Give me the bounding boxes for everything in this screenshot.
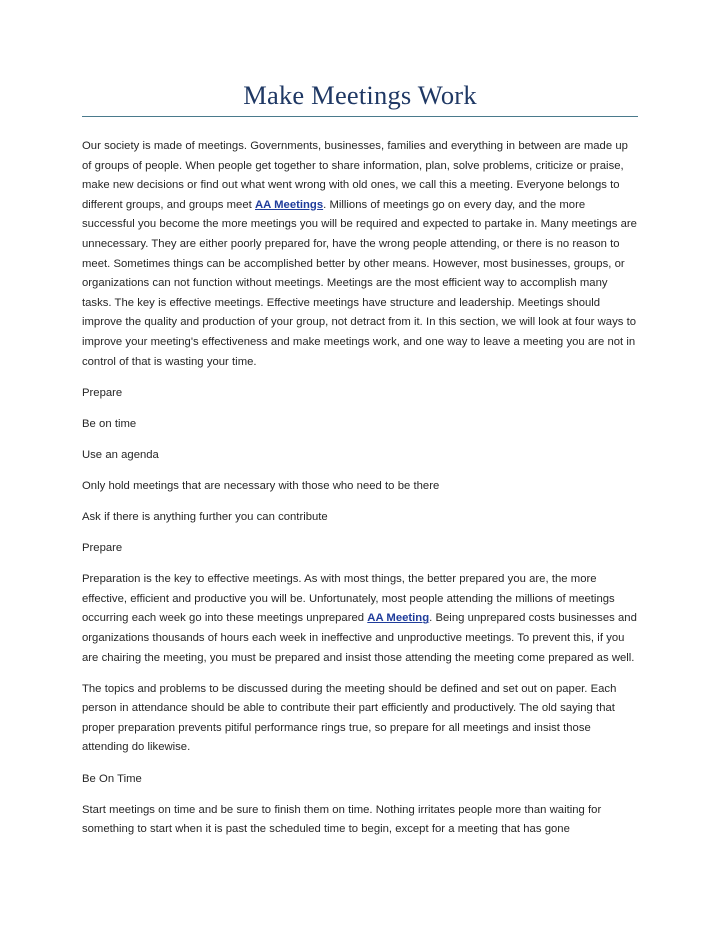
aa-meeting-link[interactable]: AA Meeting — [367, 612, 430, 625]
section-heading-be-on-time: Be On Time — [82, 772, 142, 785]
paragraph-preparation — [82, 570, 638, 668]
paragraph-be-on-time: Start meetings on time and be sure to finish them on time. Nothing irritates people more than waiting for something to start when it is past the scheduled time to begin, except for a meeting that has gone — [82, 803, 602, 836]
list-item: Be on time — [82, 417, 137, 430]
list-item: Ask if there is anything further you can contribute — [82, 511, 328, 523]
document-content — [82, 78, 638, 840]
list-item: Use an agenda — [82, 448, 159, 461]
prepare-text-after-link: . Being unprepared costs businesses and organizations thousands of hours each week in ineffective and unproductive meetings. To prevent this, if you are chairing the meeting, you must be prepared and insist those attending the meeting come prepared as well. — [82, 612, 637, 664]
paragraph-topics: The topics and problems to be discussed during the meeting should be defined and set out on paper. Each person in attendance should be able to contribute their part efficiently and productively. The old saying that proper preparation prevents pitiful performance rings true, so prepare for all meetings and insist those attending do likewise. — [82, 682, 617, 754]
title-divider — [82, 116, 638, 117]
list-item: Only hold meetings that are necessary with those who need to be there — [82, 479, 440, 492]
page-title: Make Meetings Work — [243, 80, 477, 110]
list-item: Prepare — [82, 386, 123, 399]
prepare-text-before-link: Preparation is the key to effective meetings. As with most things, the better prepared you are, the more effective, efficient and productive you will be. Unfortunately, most people attending the millions of meetings occurring each week go into these meetings unprepared — [82, 573, 615, 625]
intro-text-before-link: Our society is made of meetings. Governments, businesses, families and everything in between are made up of groups of people. When people get together to share information, plan, solve problems, criticize or praise, make new decisions or find out what went wrong with old ones, we call this a meeting. Everyone belongs to different groups, and groups meet — [82, 140, 628, 211]
intro-text-after-link: . Millions of meetings go on every day, and the more successful you become the more meetings you will be required and expected to partake in. Many meetings are unnecessary. They are either poorly prepared for, have the wrong people attending, or there is no reason to meet. Sometimes things can be accomplished better by other means. However, most businesses, groups, or organizations can not function without meetings. Meetings are the most efficient way to accomplish many tasks. The key is effective meetings. Effective meetings have structure and leadership. Meetings should improve the quality and production of your group, not detract from it. In this section, we will look at four ways to improve your meeting's effectiveness and make meetings work, and one way to leave a meeting you are not in control of that is wasting your time. — [82, 198, 637, 368]
section-heading-prepare: Prepare — [82, 542, 123, 555]
paragraph-intro — [82, 137, 638, 372]
aa-meetings-link[interactable]: AA Meetings — [255, 198, 324, 211]
